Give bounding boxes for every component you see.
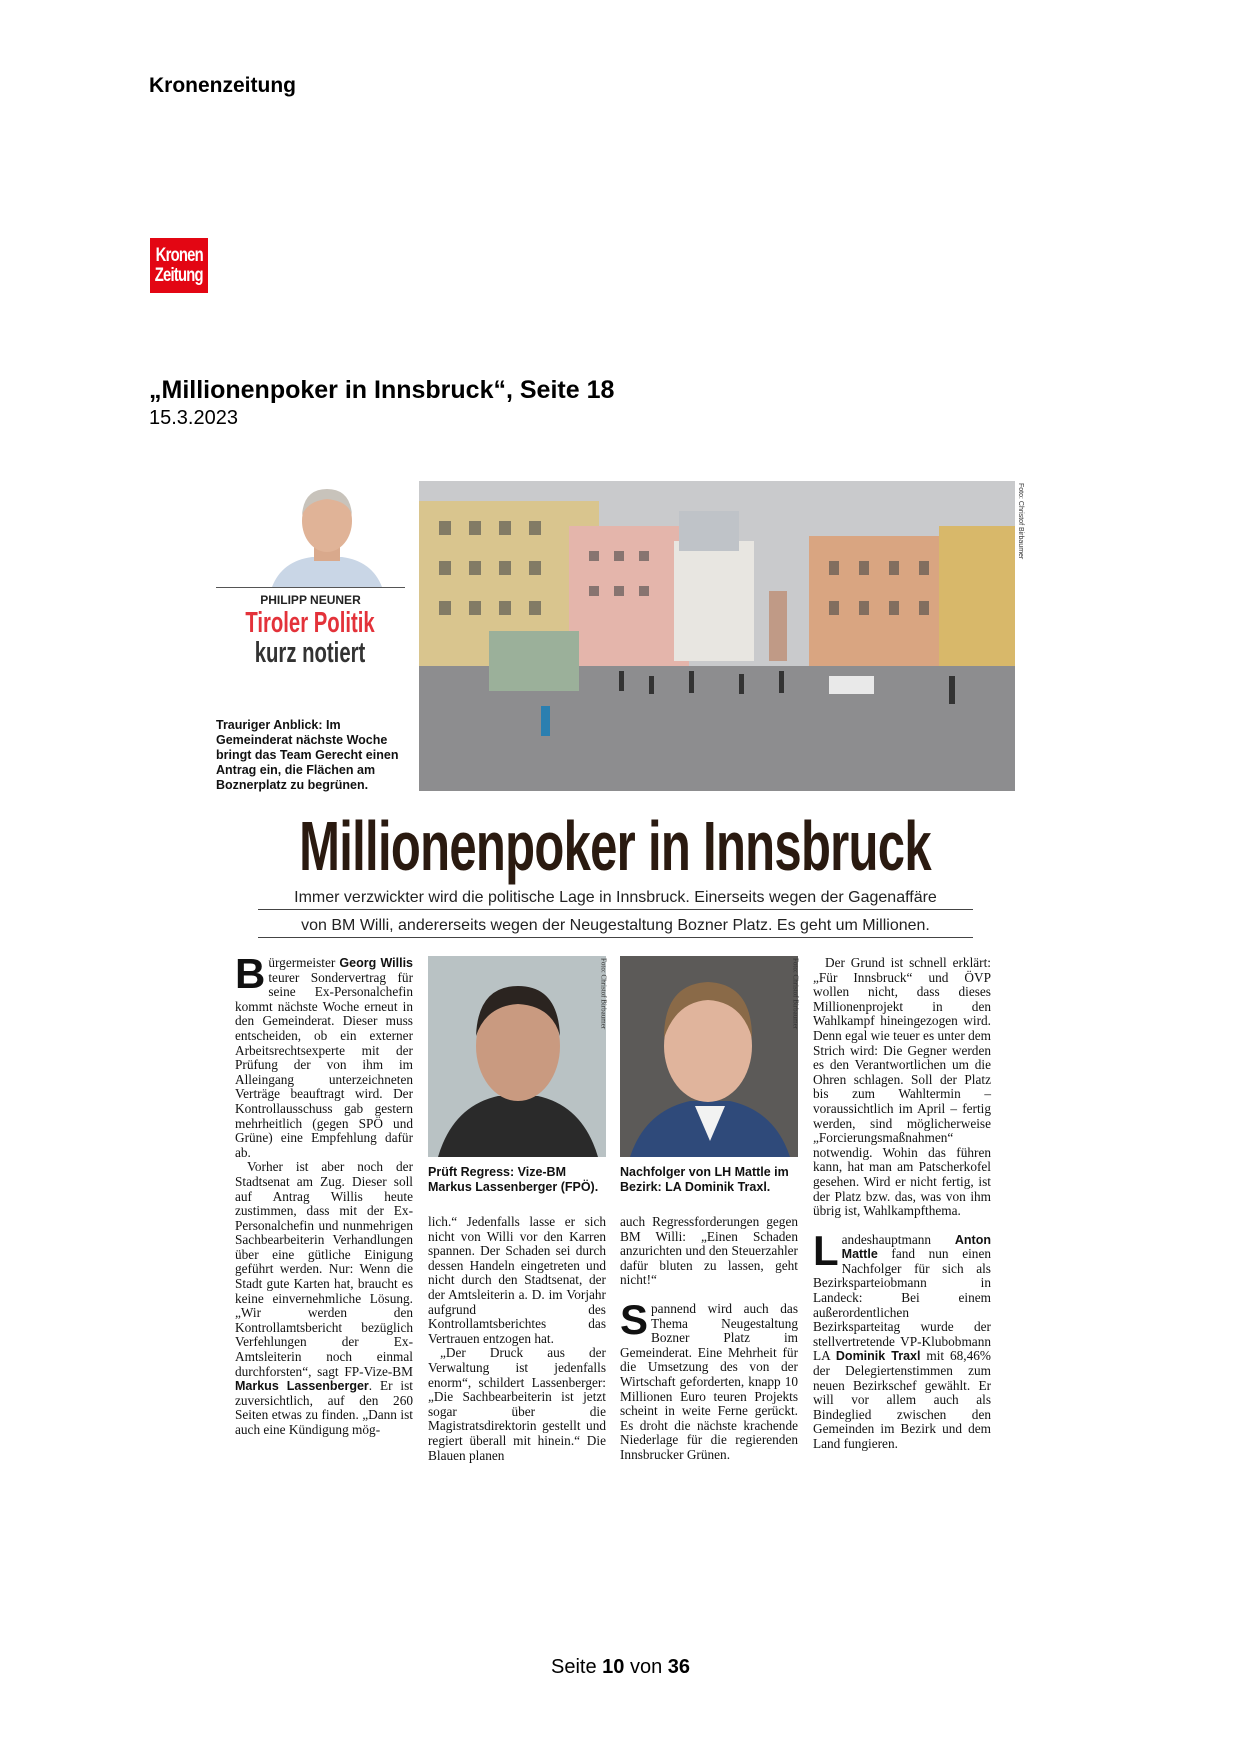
column-kicker-red: Tiroler Politik [245,607,375,639]
text: . Er ist zuversichtlich, auf den 260 Seiten etwas zu finden. „Dann ist auch eine Kündigung mög- [235,1378,413,1437]
article-column-3 [620,956,798,1463]
article-subtitle-line1: Immer verzwickter wird die politische Lage in Innsbruck. Einerseits wegen der Gagenaffäre [258,887,973,910]
article-headline: Millionenpoker in Innsbruck [299,807,931,885]
document-title: „Millionenpoker in Innsbruck“, Seite 18 [149,376,615,404]
text: fand nun einen Nachfolger für sich als Bezirksparteiobmann in Landeck: Bei einem außerordentlichen Bezirksparteitag wurde der stellvertretende VP-Klubobmann LA [813,1246,991,1364]
paragraph: „Der Druck aus der Verwaltung ist jedenfalls enorm“, schildert Lassenberger: „Die Sachbearbeiterin ist jetzt sogar über die Magistratsdirektorin gestellt und regiert überall mit hinein.“ Die Blauen planen [428,1345,606,1463]
paragraph: lich.“ Jedenfalls lasse er sich nicht von Willi vor den Karren spannen. Der Schaden sei durch dessen Handeln eingetreten und nicht durch den Stadtsenat, der der Amtsleiterin a. D. im Vorjahr aufgrund des Kontrollamtsberichtes das Vertrauen entzogen hat. [428,1214,606,1346]
main-photo-credit: Foto: Christof Birbaumer [1017,483,1024,560]
main-photo-caption: Trauriger Anblick: Im Gemeinderat nächste Woche bringt das Team Gerecht einen Antrag ein, die Flächen am Boznerplatz zu begrünen. [216,718,399,792]
text: Vorher ist aber noch der Stadtsenat am Zug. Dieser soll auf Antrag Willis heute zustimmen, dass mit der Ex-Personalchefin und nunmehrigen Sachbearbeiterin Verhandlungen über eine gütliche Einigung geführt werden. Nur: Wenn die Stadt gute Karten hat, braucht es keine einvernehmliche Lösung. „Wir werden den Kontrollamtsbericht bezüglich Verfehlungen der Ex-Amtsleiterin noch einmal durchforsten“, sagt FP-Vize-BM [235,1159,413,1379]
text: mit 68,46% der Delegiertenstimmen zum neuen Bezirkschef gewählt. Er will vor allem auch als Bindeglied zwischen den Gemeinden im Bezirk und dem Land fungieren. [813,1348,991,1451]
paragraph [813,1226,991,1452]
text: pannend wird auch das Thema Neugestaltung Bozner Platz im Gemeinderat. Eine Mehrheit für die Umsetzung des von der Wirtschaft geforderten, knapp 10 Millionen Euro teuren Projekts scheint in weite Ferne gerückt. Es droht die nächste krachende Niederlage für die regierenden Innsbrucker Grünen. [620,1300,798,1462]
photo-credit: Foto: Christof Birbaumer [791,958,800,1030]
bold-name: Anton Mattle [841,1232,991,1262]
article-column-1 [235,950,413,1438]
photo-caption: Nachfolger von LH Mattle im Bezirk: LA Dominik Traxl. [620,1165,789,1194]
paragraph: Der Grund ist schnell erklärt: „Für Innsbruck“ und ÖVP wollen nicht, dass dieses Millionenprojekt in den Wahlkampf hineingezogen wird. Denn egal wie teuer es unter dem Strich wird: Die Gegner werden es den Verantwortlichen um die Ohren schlagen. Soll der Platz bis zum Wahltermin – voraussichtlich im April – fertig werden, sind möglicherweise „Forcierungsmaßnahmen“ notwendig. Wohin das führen kann, hat man am Patscherkofel gesehen. Wird er nicht fertig, ist der Platz bzw. das, was von ihm übrig ist, Wahlkampfthema. [813,955,991,1219]
portrait-traxl [620,956,798,1157]
author-name: PHILIPP NEUNER [260,593,361,607]
page-footer [0,1656,1241,1679]
document-date: 15.3.2023 [149,407,238,429]
footer-text: Seite [550,1656,603,1678]
paragraph [620,1295,798,1463]
logo-text-line1: Kronen [155,244,203,266]
text: teurer Sondervertrag für seine Ex-Personalchefin kommt nächste Woche erneut in den Gemeinderat. Dieser muss entscheiden, ob ein externer Arbeitsrechtsexperte mit der Prüfung der von ihm im Alleingang unterzeichneten Verträge beauftragt wird. Der Kontrollausschuss gab gestern mehrheitlich (gegen SPÖ und Grüne) eine Empfehlung dafür ab. [235,969,413,1160]
main-photo-bozner-platz [419,481,1015,791]
drop-cap: S [620,1295,649,1343]
column-kicker-dark: kurz notiert [254,637,366,669]
photo-caption: Prüft Regress: Vize-BM Markus Lassenberger (FPÖ). [428,1165,599,1194]
kronen-zeitung-logo [150,238,208,293]
total-pages: 36 [667,1656,690,1678]
source-name: Kronenzeitung [149,74,296,97]
divider [216,587,405,588]
paragraph [235,1160,413,1437]
logo-text-line2: Zeitung [154,264,204,286]
bold-name: Markus Lassenberger [235,1379,369,1394]
portrait-lassenberger [428,956,606,1157]
current-page: 10 [602,1656,625,1678]
text: ürgermeister [268,955,340,970]
bold-name: Dominik Traxl [835,1349,921,1364]
bold-name: Georg Willis [339,956,413,970]
columnist-photo [252,483,402,587]
article-column-4 [813,956,991,1452]
text: andeshauptmann [841,1231,955,1247]
paragraph [235,950,413,1160]
paragraph: auch Regressforderungen gegen BM Willi: „Einen Schaden anzurichten und den Steuerzahler dafür bluten zu lassen, geht nicht!“ [620,1214,798,1288]
article-column-2 [428,956,606,1463]
drop-cap: B [235,950,266,997]
photo-credit: Foto: Christof Birbaumer [599,958,608,1030]
article-subtitle-line2: von BM Willi, andererseits wegen der Neugestaltung Bozner Platz. Es geht um Millionen. [258,915,973,938]
footer-text: von [624,1656,668,1678]
drop-cap: L [813,1226,839,1274]
